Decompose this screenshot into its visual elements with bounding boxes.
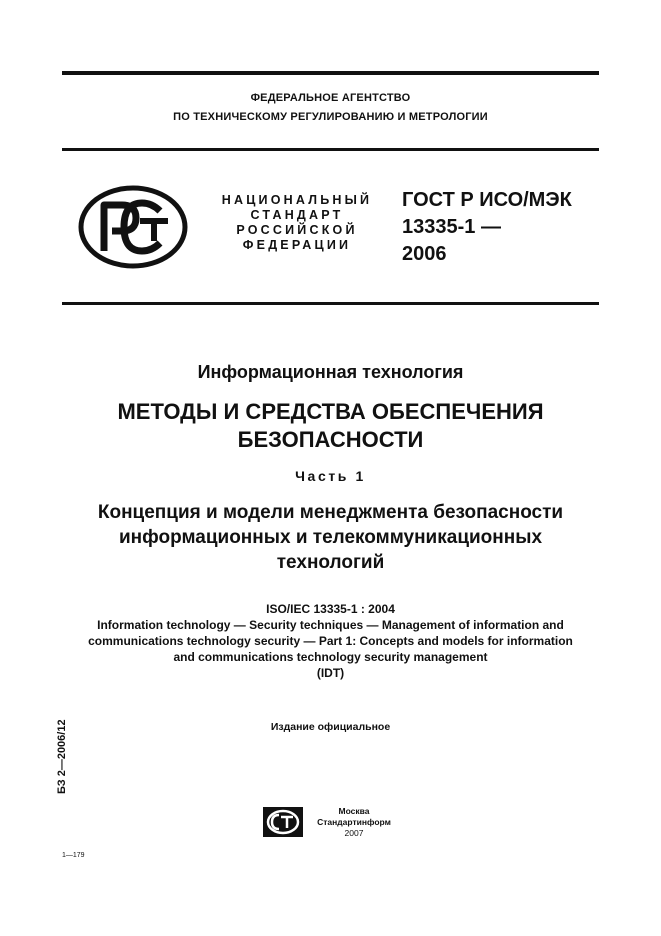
iso-title-line-1: Information technology — Security techniques — Management of information and: [97, 618, 564, 632]
agency-line-2: ПО ТЕХНИЧЕСКОМУ РЕГУЛИРОВАНИЮ И МЕТРОЛОГИИ: [173, 111, 488, 123]
emblem-rule: [62, 302, 599, 305]
publisher-year: 2007: [344, 828, 364, 838]
publisher-name: Стандартинформ: [317, 817, 391, 827]
iso-title-line-2: communications technology security — Part 1: Concepts and models for information: [88, 634, 573, 648]
official-edition-label: Издание официальное: [270, 721, 391, 733]
standard-designation: [402, 187, 572, 268]
document-subject: Информационная технология: [197, 362, 464, 382]
national-standard-line: РОССИЙСКОЙ: [236, 223, 358, 237]
national-standard-line: ФЕДЕРАЦИИ: [242, 238, 352, 252]
iso-reference-block: [40, 601, 621, 681]
publisher-info: [306, 806, 402, 839]
subtitle-line-3: технологий: [276, 552, 385, 573]
header-rule: [62, 148, 599, 151]
national-standard-line: НАЦИОНАЛЬНЫЙ: [221, 193, 373, 207]
document-title: [40, 398, 621, 454]
title-line-1: МЕТОДЫ И СРЕДСТВА ОБЕСПЕЧЕНИЯ: [117, 399, 544, 424]
designation-line-3: 2006: [402, 243, 447, 265]
iso-idt: (IDT): [316, 666, 345, 680]
title-line-2: БЕЗОПАСНОСТИ: [237, 427, 424, 452]
document-subtitle: [40, 500, 621, 575]
top-rule: [62, 71, 599, 75]
subtitle-line-2: информационных и телекоммуникационных: [118, 527, 543, 548]
publisher-city: Москва: [338, 806, 370, 816]
national-standard-line: СТАНДАРТ: [250, 208, 344, 222]
subtitle-line-1: Концепция и модели менеджмента безопасности: [97, 502, 564, 523]
iso-title-line-3: and communications technology security management: [173, 650, 488, 664]
national-standard-label: [214, 193, 380, 253]
designation-line-2: 13335-1 —: [402, 216, 501, 238]
standartinform-logo-icon: [262, 806, 304, 838]
side-code: БЗ 2—2006/12: [56, 719, 68, 794]
footer-number: 1—179: [62, 852, 85, 859]
gost-r-emblem-icon: [78, 185, 188, 269]
part-label: Часть 1: [295, 468, 366, 484]
agency-line-1: ФЕДЕРАЛЬНОЕ АГЕНТСТВО: [250, 92, 411, 104]
designation-line-1: ГОСТ Р ИСО/МЭК: [402, 189, 572, 211]
iso-ref: ISO/IEC 13335-1 : 2004: [266, 602, 395, 616]
